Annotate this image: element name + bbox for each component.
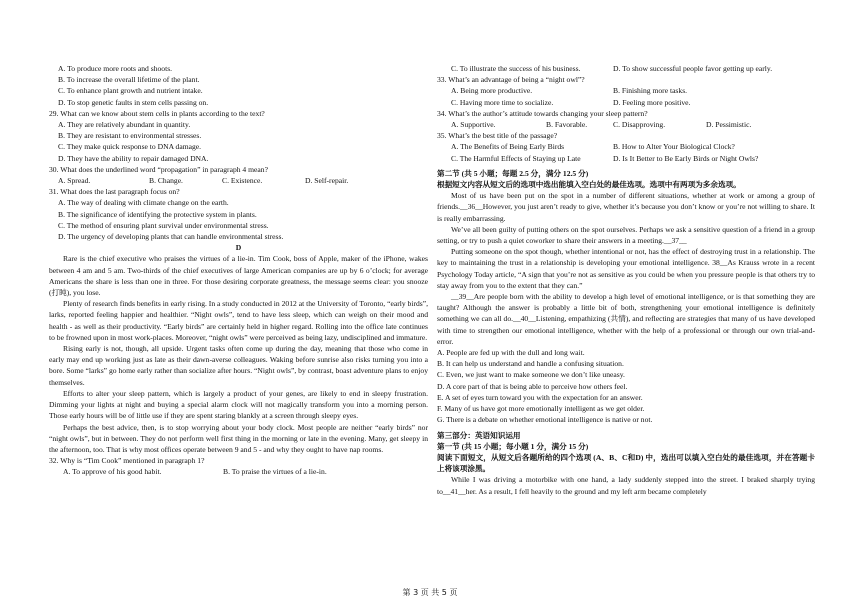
q33-options-cd xyxy=(437,97,815,108)
q34-option-a: A. Supportive. xyxy=(451,120,496,130)
right-column xyxy=(437,63,815,497)
part-3-section-1-title: 第一节 (共 15 小题；每小题 1 分，满分 15 分) xyxy=(437,441,589,451)
page-number: 第 3 页 共 5 页 xyxy=(402,588,458,597)
q33-option-c: C. Having more time to socialize. xyxy=(451,97,554,107)
q28-option-b: B. To increase the overall lifetime of the plant. xyxy=(58,75,200,85)
q30-option-a: A. Spread. xyxy=(58,176,91,186)
q34-option-c: C. Disapproving. xyxy=(613,120,666,130)
choice-f: F. Many of us have got more emotionally intelligent as we get older. xyxy=(437,404,645,414)
passage-d-label: D xyxy=(235,243,242,253)
q35-option-a: A. The Benefits of Being Early Birds xyxy=(451,142,565,152)
section-2-title: 第二节 (共 5 小题；每题 2.5 分，满分 12.5 分) xyxy=(437,168,589,178)
q30-option-b: B. Change. xyxy=(149,176,183,186)
cloze-passage: While I was driving a motorbike with one hand, a lady suddenly stepped into the street. I braked sharply trying to__41__her. As a result, I fell heavily to the ground and my left arm became completely xyxy=(437,475,815,496)
q29-option-b: B. They are resistant to environmental stresses. xyxy=(58,131,202,141)
q34-options xyxy=(437,119,815,130)
q30-option-c: C. Existence. xyxy=(222,176,263,186)
q33-options-ab xyxy=(437,85,815,96)
q31-option-b: B. The significance of identifying the protective system in plants. xyxy=(58,209,257,219)
choice-d: D. A core part of that is being able to perceive how others feel. xyxy=(437,381,628,391)
q32-option-c: C. To illustrate the success of his business. xyxy=(451,64,581,73)
q32-options-ab xyxy=(49,466,428,477)
q35-option-b: B. How to Alter Your Biological Clock? xyxy=(613,142,735,152)
passage-d-paragraph-2: Plenty of research finds benefits in early rising. In a study conducted in 2012 at the University of Toronto, “early birds”, larks, reported feeling happier and healthier. “Night owls”, tend to have less sleep, which can weigh on their mood and health - as well as their productivity. “Early birds” are certainly held in higher regard. Rolling into the office late continues to be frowned upon in most work-places. Moreover, “night owls” were perceived as being lazy, undisciplined and immature. xyxy=(49,299,428,342)
question-31: 31. What does the last paragraph focus on? xyxy=(49,187,180,197)
passage-7-paragraph-2: We’ve all been guilty of putting others on the spot ourselves. Perhaps we ask a sensitive question of a friend in a group setting, or try to push a quiet coworker to share their answers in a meeting.__37__ xyxy=(437,224,815,246)
choice-c: C. Even, we just want to make someone we don’t like uneasy. xyxy=(437,370,625,380)
question-34: 34. What’s the author’s attitude towards changing your sleep pattern? xyxy=(437,108,648,118)
q33-option-b: B. Finishing more tasks. xyxy=(613,86,688,96)
q35-option-c: C. The Harmful Effects of Staying up Late xyxy=(451,153,581,163)
q28-option-a: A. To produce more roots and shoots. xyxy=(58,64,173,73)
choice-b: B. It can help us understand and handle a confusing situation. xyxy=(437,359,624,369)
q31-option-d: D. The urgency of developing plants that can handle environmental stress. xyxy=(58,232,284,242)
q30-option-d: D. Self-repair. xyxy=(305,176,349,186)
q29-option-a: A. They are relatively abundant in quantity. xyxy=(58,120,191,130)
part-3-instructions: 阅读下面短文，从短文后各题所给的四个选项 (A、B、C和D) 中，选出可以填入空白处的最佳选项，并在答题卡上将该项涂黑。 xyxy=(437,452,815,474)
q34-option-d: D. Pessimistic. xyxy=(706,120,752,130)
passage-d-paragraph-5: Perhaps the best advice, then, is to stop worrying about your body clock. Most people are neither “early birds” nor “night owls”, but in between. They do not perform well first thing in the morning or late in the evening. Many, get sleepy in the afternoon, too. That is why most offices operate between 9 and 5 - and why they ought to have nap rooms. xyxy=(49,422,428,454)
choice-e: E. A set of eyes turn toward you with the expectation for an answer. xyxy=(437,392,643,402)
passage-7-paragraph-3: Putting someone on the spot though, whether intentional or not, has the effect of destroying trust in a relationship. The key to maintaining the trust in a relationship is developing your emotional intelligence. 38__As Krauss wrote in a recent Psychology Today article, “A sign that you’re not as sensitive as you could be when you pressure people is that others try to stay away from you to the extent that they can.” xyxy=(437,247,815,290)
q35-options-ab xyxy=(437,141,815,152)
section-2-instructions: 根据短文内容从短文后的选项中选出能填入空白处的最佳选项。选项中有两项为多余选项。 xyxy=(437,180,741,190)
q32-option-a: A. To approve of his good habit. xyxy=(63,467,162,477)
q33-option-a: A. Being more productive. xyxy=(451,86,533,96)
question-29: 29. What can we know about stem cells in plants according to the text? xyxy=(49,108,265,118)
left-column xyxy=(49,63,428,478)
question-32: 32. Why is “Tim Cook” mentioned in paragraph 1? xyxy=(49,456,205,466)
q28-option-c: C. To enhance plant growth and nutrient intake. xyxy=(58,86,203,96)
q33-option-d: D. Feeling more positive. xyxy=(613,97,691,107)
passage-7-paragraph-1: Most of us have been put on the spot in a number of different situations, whether at work or among a group of friends.__36__However, you just aren’t ready to give, whether it’s because you don’t know or you’re not willing to share. It is really embarrassing. xyxy=(437,191,815,223)
part-3-title: 第三部分：英语知识运用 xyxy=(437,430,521,440)
q32-option-d: D. To show successful people favor getting up early. xyxy=(613,64,773,73)
q31-option-c: C. The method of ensuring plant survival under environmental stress. xyxy=(58,220,269,230)
q35-options-cd xyxy=(437,153,815,164)
q34-option-b: B. Favorable. xyxy=(546,120,588,130)
q31-option-a: A. The way of dealing with climate change on the earth. xyxy=(58,198,229,208)
q30-options xyxy=(49,175,428,186)
question-33: 33. What’s an advantage of being a “night owl”? xyxy=(437,75,585,85)
choice-a: A. People are fed up with the dull and long wait. xyxy=(437,348,585,358)
passage-d-paragraph-4: Efforts to alter your sleep pattern, which is largely a product of your genes, are likely to end in sleepy frustration. Dimming your lights at night and buying a special alarm clock will not magically transform you into a morning person. Those early hours will be of little use if they are spent staring blankly at a screen through sleepy eyes. xyxy=(49,388,428,421)
q32-option-b: B. To praise the virtues of a lie-in. xyxy=(223,467,327,477)
passage-7-paragraph-4: __39__Are people born with the ability to develop a high level of emotional intelligence, or is that something they are taught? Although the answer is probably a little bit of both, strengthening your emotional intelligence is definitely something we can all do.__40__Listening, empathizing (共情), and reflecting are strategies that many of us have developed with time to strengthen our emotional intelligence, whether with the help of a professional or through our own trial-and-error. xyxy=(437,292,815,346)
question-35: 35. What’s the best title of the passage? xyxy=(437,131,558,141)
passage-d-paragraph-1: Rare is the chief executive who praises the virtues of a lie-in. Tim Cook, boss of Apple, maker of the iPhone, wakes between 4 am and 5 am. Two-thirds of the chief executives of large American companies are up by 6 o’clock; for average Americans the share is less than one in three. For those desiring corporate greatness, the message seems clear: you snooze (打盹), you lose. xyxy=(49,254,428,298)
choice-g: G. There is a debate on whether emotional intelligence is native or not. xyxy=(437,415,653,425)
q28-option-d: D. To stop genetic faults in stem cells passing on. xyxy=(58,97,209,107)
q35-option-d: D. Is It Better to Be Early Birds or Night Owls? xyxy=(613,153,759,163)
q29-option-d: D. They have the ability to repair damaged DNA. xyxy=(58,153,209,163)
question-30: 30. What does the underlined word “propagation” in paragraph 4 mean? xyxy=(49,164,268,174)
q29-option-c: C. They make quick response to DNA damage. xyxy=(58,142,202,152)
passage-d-paragraph-3: Rising early is not, though, all upside. Urgent tasks often come up during the day, meaning that those who come in early may end up working just as late as their dawn-averse colleagues. Waking before sunrise also risks turning you into a bore. Some “larks” go home early rather than socialize after hours. “Night owls”, by contrast, boast adventure plans to enjoy themselves. xyxy=(49,344,428,387)
q32-options-cd xyxy=(437,63,815,74)
